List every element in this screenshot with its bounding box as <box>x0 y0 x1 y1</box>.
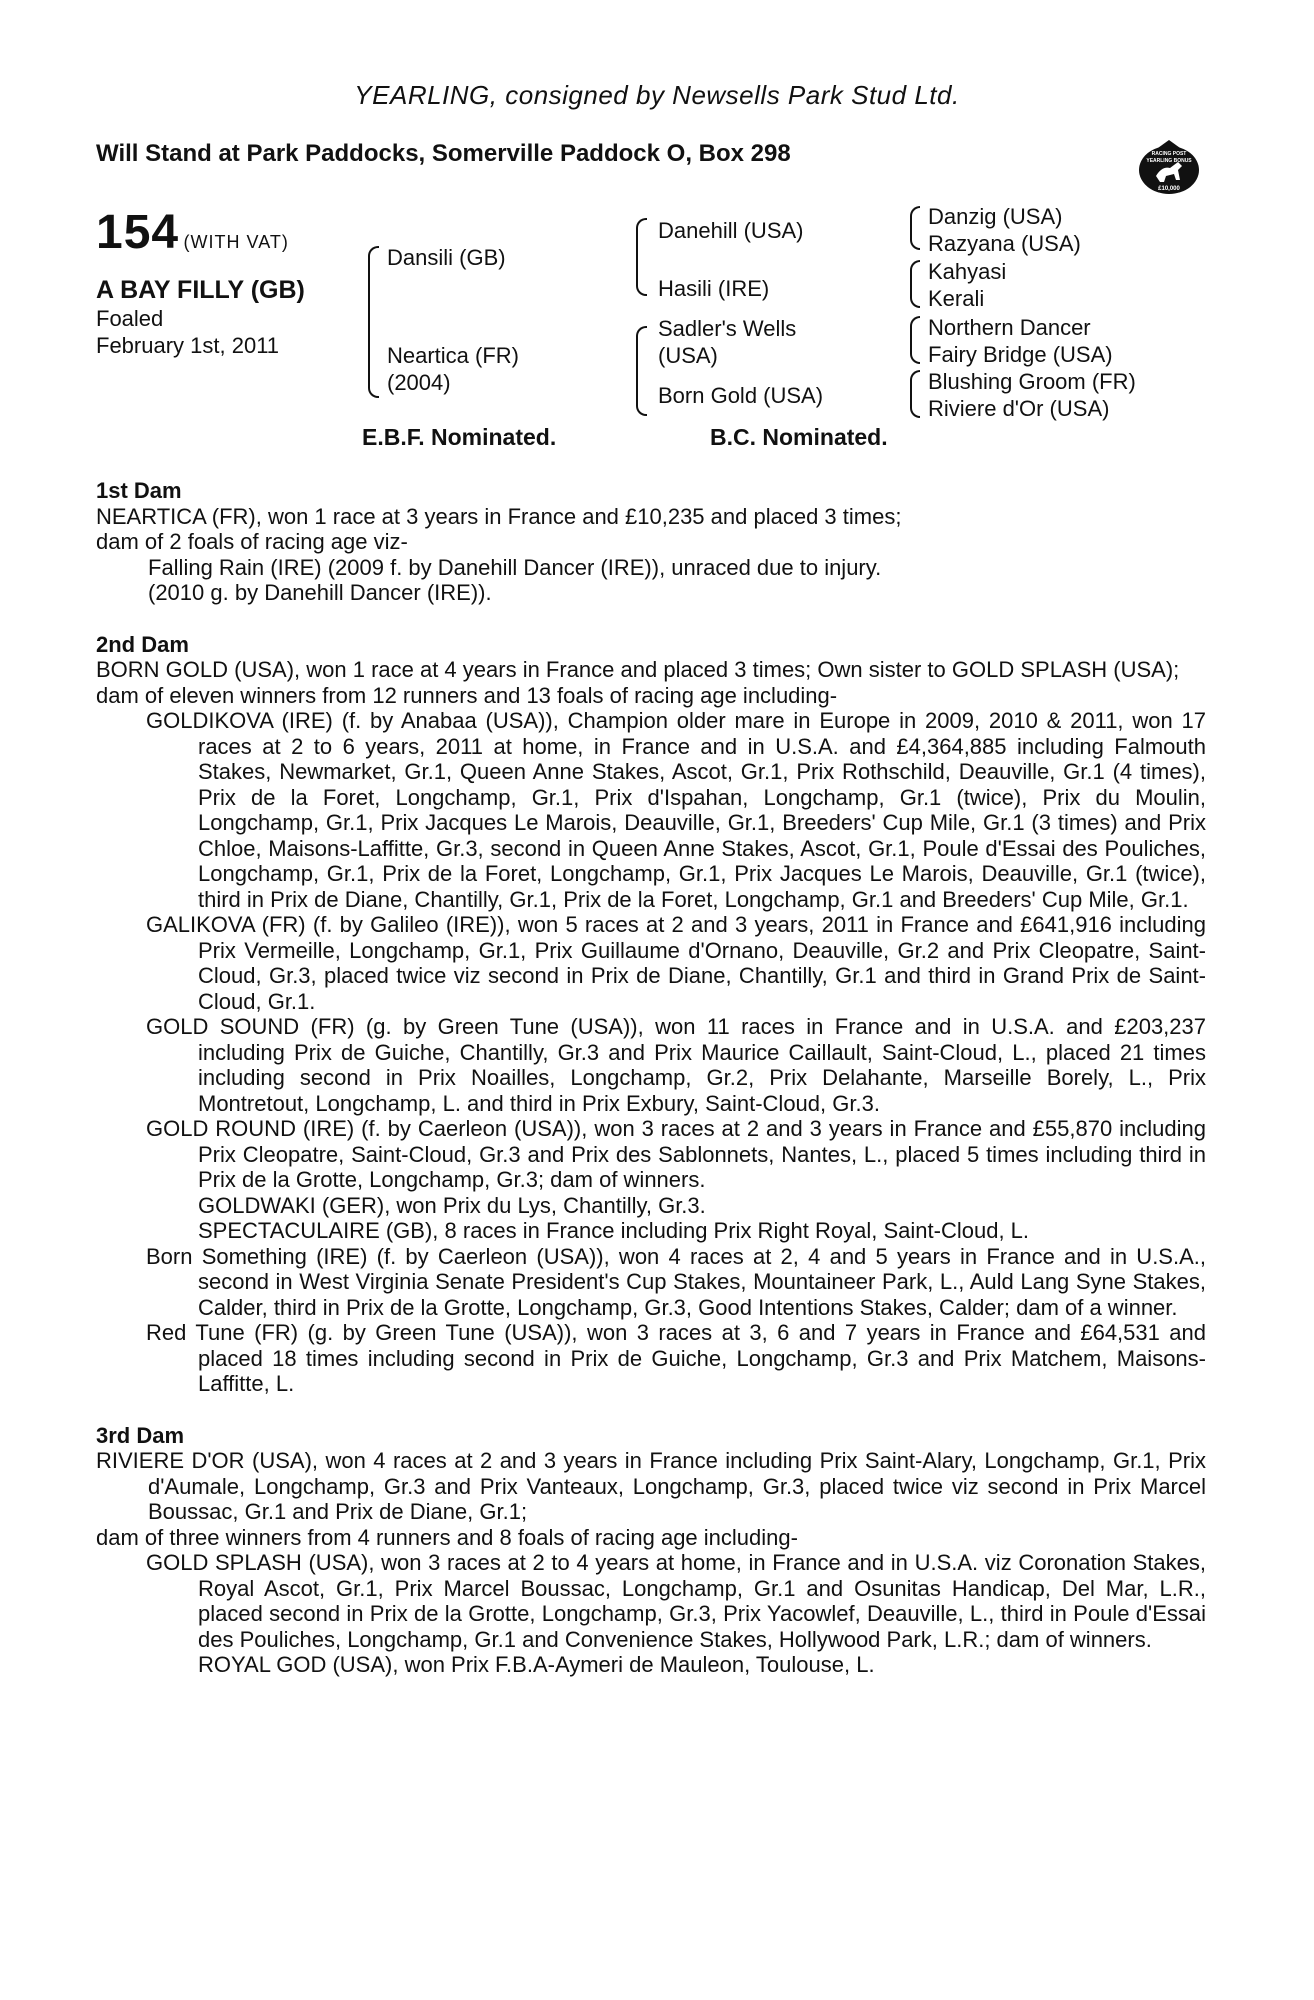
gen3-2: Razyana (USA) <box>928 231 1081 256</box>
progeny-gold-splash: GOLD SPLASH (USA), won 3 races at 2 to 4 years at home, in France and in U.S.A. viz Coronation Stakes, Royal Ascot, Gr.1, Prix Marcel Boussac, Longchamp, Gr.1 and Osunitas Handicap, Del Mar, L.R., placed second in Prix de la Grotte, Longchamp, Gr.3, Prix Yacowlef, Deauville, L., third in Poule d'Essai des Pouliches, Longchamp, Gr.1 and Convenience Stakes, Hollywood Park, L.R.; dam of winners. <box>146 1550 1206 1652</box>
progeny-goldikova: GOLDIKOVA (IRE) (f. by Anabaa (USA)), Champion older mare in Europe in 2009, 2010 & 2011, won 17 races at 2 to 6 years, 2011 at home, in France and in U.S.A. and £4,364,885 including Falmouth Stakes, Newmarket, Gr.1, Queen Anne Stakes, Ascot, Gr.1, Prix Rothschild, Deauville, Gr.1 (4 times), Prix de la Foret, Longchamp, Gr.1, Prix d'Ispahan, Longchamp, Gr.1 (twice), Prix du Moulin, Longchamp, Gr.1, Prix Jacques Le Marois, Deauville, Gr.1, Breeders' Cup Mile, Gr.1 (3 times) and Prix Chloe, Maisons-Laffitte, Gr.3, second in Queen Anne Stakes, Ascot, Gr.1, Poule d'Essai des Pouliches, Longchamp, Gr.1, Prix de la Foret, Longchamp, Gr.1, Prix Jacques Le Marois, Deauville, Gr.1 (twice), third in Prix de Diane, Chantilly, Gr.1, Prix de la Foret, Longchamp, Gr.1 and Breeders' Cup Mile, Gr.1. <box>146 708 1206 912</box>
lot-name: A BAY FILLY (GB) <box>96 276 305 304</box>
progeny-gold-round: GOLD ROUND (IRE) (f. by Caerleon (USA)), won 3 races at 2 and 3 years in France and £55,870 including Prix Cleopatre, Saint-Cloud, Gr.3 and Prix des Sablonnets, Nantes, L., placed 5 times including third in Prix de la Grotte, Longchamp, Gr.3; dam of winners. <box>146 1116 1206 1192</box>
pedigree-bracket-dam <box>636 326 647 416</box>
first-dam-heading: 1st Dam <box>96 478 182 503</box>
first-dam-section <box>96 478 1206 606</box>
second-dam-heading: 2nd Dam <box>96 631 189 657</box>
dam-name: Neartica (FR) <box>387 343 520 368</box>
bc-nominated: B.C. Nominated. <box>710 424 888 450</box>
third-dam-dam-of: dam of three winners from 4 runners and 8 foals of racing age including- <box>96 1524 798 1550</box>
lot-number-row <box>96 205 289 260</box>
badge-line-1: RACING POST <box>1151 151 1187 157</box>
foaled-label: Foaled <box>96 306 164 331</box>
gen3-7: Blushing Groom (FR) <box>928 369 1136 394</box>
lot-number: 154 <box>96 206 180 259</box>
gen3-1: Danzig (USA) <box>928 204 1063 229</box>
gen3-6: Fairy Bridge (USA) <box>928 342 1113 367</box>
pedigree-bracket-1 <box>910 206 920 250</box>
dam-details <box>96 478 1206 1678</box>
gen3-8: Riviere d'Or (USA) <box>928 396 1110 421</box>
catalogue-header: YEARLING, consigned by Newsells Park Stud Ltd. <box>354 80 960 110</box>
ebf-nominated: E.B.F. Nominated. <box>362 424 557 450</box>
pedigree-bracket-sire <box>636 218 647 296</box>
sire-dam: Hasili (IRE) <box>658 276 770 301</box>
first-dam-foal-1: Falling Rain (IRE) (2009 f. by Danehill Dancer (IRE)), unraced due to injury. <box>148 554 882 580</box>
third-dam-heading: 3rd Dam <box>96 1422 185 1448</box>
pedigree-bracket-2 <box>910 260 920 308</box>
badge-line-2: YEARLING BONUS <box>1146 158 1192 164</box>
pedigree-bracket-main <box>368 246 379 398</box>
dam-sire-line2: (USA) <box>658 343 718 368</box>
sire-sire: Danehill (USA) <box>658 218 804 243</box>
pedigree-bracket-3 <box>910 316 920 364</box>
third-dam-section <box>96 1423 1206 1678</box>
gen3-4: Kerali <box>928 286 985 311</box>
progeny-red-tune: Red Tune (FR) (g. by Green Tune (USA)), won 3 races at 3, 6 and 7 years in France and £64,531 and placed 18 times including second in Prix de Guiche, Longchamp, Gr.3 and Prix Matchem, Maisons-Laffitte, L. <box>146 1320 1206 1396</box>
gen3-5: Northern Dancer <box>928 315 1091 340</box>
second-dam-dam-of: dam of eleven winners from 12 runners and 13 foals of racing age including- <box>96 682 838 708</box>
horse-badge-icon <box>1134 128 1204 210</box>
pedigree-bracket-4 <box>910 370 920 418</box>
first-dam-line-2: dam of 2 foals of racing age viz- <box>96 529 408 554</box>
gen3-3: Kahyasi <box>928 259 1007 284</box>
progeny-gold-sound: GOLD SOUND (FR) (g. by Green Tune (USA)), won 11 races in France and in U.S.A. and £203,237 including Prix de Guiche, Chantilly, Gr.3 and Prix Maurice Caillault, Saint-Cloud, L., placed 21 times including second in Prix Noailles, Longchamp, Gr.2, Prix Delahante, Marseille Borely, L., Prix Montretout, Longchamp, L. and third in Prix Exbury, Saint-Cloud, Gr.3. <box>146 1014 1206 1116</box>
second-dam-section <box>96 632 1206 1397</box>
vat-label: (WITH VAT) <box>183 232 289 252</box>
yearling-bonus-badge <box>1134 128 1204 215</box>
first-dam-line-1: NEARTICA (FR), won 1 race at 3 years in France and £10,235 and placed 3 times; <box>96 503 902 529</box>
progeny-galikova: GALIKOVA (FR) (f. by Galileo (IRE)), won 5 races at 2 and 3 years, 2011 in France and £641,916 including Prix Vermeille, Longchamp, Gr.1, Prix Guillaume d'Ornano, Deauville, Gr.2 and Prix Cleopatre, Saint-Cloud, Gr.3, placed twice viz second in Prix de Diane, Chantilly, Gr.1 and third in Grand Prix de Saint-Cloud, Gr.1. <box>146 912 1206 1014</box>
stand-location: Will Stand at Park Paddocks, Somerville Paddock O, Box 298 <box>96 140 791 167</box>
second-dam-intro: BORN GOLD (USA), won 1 race at 4 years in France and placed 3 times; Own sister to GOLD SPLASH (USA); <box>96 657 1180 682</box>
sire: Dansili (GB) <box>387 245 506 270</box>
grand-progeny-goldwaki: GOLDWAKI (GER), won Prix du Lys, Chantilly, Gr.3. <box>198 1192 706 1218</box>
progeny-born-something: Born Something (IRE) (f. by Caerleon (USA)), won 4 races at 2, 4 and 5 years in France and in U.S.A., second in West Virginia Senate President's Cup Stakes, Mountaineer Park, L., Auld Lang Syne Stakes, Calder, third in Prix de la Grotte, Longchamp, Gr.3, Good Intentions Stakes, Calder; dam of a winner. <box>146 1243 1206 1320</box>
third-dam-intro: RIVIERE D'OR (USA), won 4 races at 2 and 3 years in France including Prix Saint-Alary, Longchamp, Gr.1, Prix d'Aumale, Longchamp, Gr.3 and Prix Vanteaux, Longchamp, Gr.3, placed twice viz second in Prix Marcel Boussac, Gr.1 and Prix de Diane, Gr.1; <box>96 1448 1206 1524</box>
dam-dam: Born Gold (USA) <box>658 383 824 408</box>
badge-line-3: £10,000 <box>1158 186 1180 192</box>
dam-year: (2004) <box>387 370 451 395</box>
dam-sire-line1: Sadler's Wells <box>658 316 797 341</box>
first-dam-foal-2: (2010 g. by Danehill Dancer (IRE)). <box>148 580 492 605</box>
foaled-date: February 1st, 2011 <box>96 333 280 358</box>
grand-progeny-royal-god: ROYAL GOD (USA), won Prix F.B.A-Aymeri de Mauleon, Toulouse, L. <box>198 1652 875 1677</box>
grand-progeny-spectaculaire: SPECTACULAIRE (GB), 8 races in France including Prix Right Royal, Saint-Cloud, L. <box>198 1218 1030 1243</box>
